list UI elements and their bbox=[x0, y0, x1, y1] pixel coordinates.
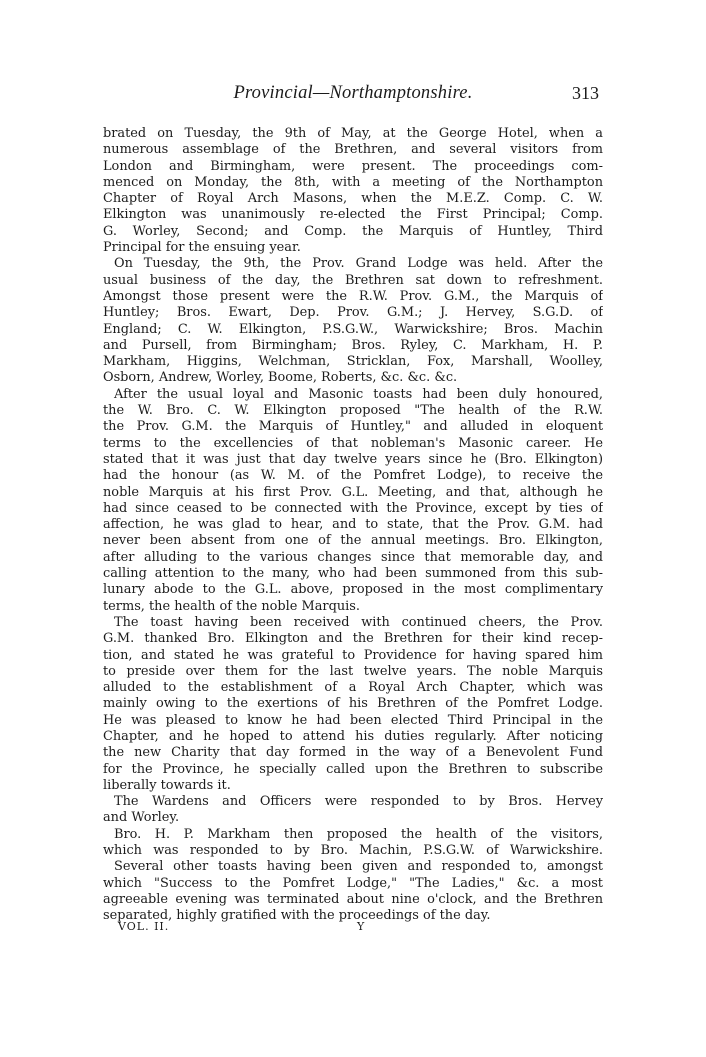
text-line: the W. Bro. C. W. Elkington proposed "The health of the R.W. bbox=[103, 403, 603, 419]
text-line: lunary abode to the G.L. above, proposed in the most complimentary bbox=[103, 582, 603, 598]
text-line: Markham, Higgins, Welchman, Stricklan, Fox, Marshall, Woolley, bbox=[103, 354, 603, 370]
text-line: After the usual loyal and Masonic toasts had been duly honoured, bbox=[114, 386, 603, 402]
text-line: G.M. thanked Bro. Elkington and the Brethren for their kind recep- bbox=[103, 631, 603, 647]
text-line: brated on Tuesday, the 9th of May, at the George Hotel, when a bbox=[103, 126, 603, 141]
text-line: had since ceased to be connected with the Province, except by ties of bbox=[103, 500, 603, 516]
text-line: for the Province, he specially called upon the Brethren to subscribe bbox=[103, 761, 603, 777]
text-line: Several other toasts having been given and responded to, amongst bbox=[114, 859, 603, 875]
volume-mark: VOL. II. bbox=[118, 920, 170, 933]
text-line: Chapter, and he hoped to attend his duties regularly. After noticing bbox=[103, 728, 603, 744]
text-line: Chapter of Royal Arch Masons, when the M.E.Z. Comp. C. W. bbox=[103, 191, 603, 207]
page-header bbox=[103, 83, 603, 109]
text-line: numerous assemblage of the Brethren, and several visitors from bbox=[103, 142, 603, 158]
page-footer bbox=[118, 920, 538, 938]
text-line: noble Marquis at his first Prov. G.L. Meeting, and that, although he bbox=[103, 484, 603, 500]
text-line: the new Charity that day formed in the way of a Benevolent Fund bbox=[103, 745, 603, 761]
text-line: which "Success to the Pomfret Lodge," "The Ladies," &c. a most bbox=[103, 875, 603, 891]
text-line: which was responded to by Bro. Machin, P.S.G.W. of Warwickshire. bbox=[103, 843, 603, 859]
text-line: and Pursell, from Birmingham; Bros. Ryley, C. Markham, H. P. bbox=[103, 337, 603, 353]
signature-mark: Y bbox=[357, 920, 365, 933]
text-line: terms to the excellencies of that nobleman's Masonic career. He bbox=[103, 435, 603, 451]
text-line: to preside over them for the last twelve years. The noble Marquis bbox=[103, 663, 603, 679]
text-line: after alluding to the various changes since that memorable day, and bbox=[103, 549, 603, 565]
text-line: G. Worley, Second; and Comp. the Marquis of Huntley, Third bbox=[103, 223, 603, 239]
text-line: usual business of the day, the Brethren sat down to refreshment. bbox=[103, 272, 603, 288]
text-line: the Prov. G.M. the Marquis of Huntley," and alluded in eloquent bbox=[103, 419, 603, 435]
text-line: affection, he was glad to hear, and to state, that the Prov. G.M. had bbox=[103, 517, 603, 533]
text-line: The Wardens and Officers were responded to by Bros. Hervey bbox=[114, 794, 603, 810]
page-number: 313 bbox=[572, 83, 599, 103]
text-line: mainly owing to the exertions of his Brethren of the Pomfret Lodge. bbox=[103, 696, 603, 712]
text-line: The toast having been received with continued cheers, the Prov. bbox=[114, 614, 603, 630]
text-line: Amongst those present were the R.W. Prov. G.M., the Marquis of bbox=[103, 288, 603, 304]
text-line: agreeable evening was terminated about nine o'clock, and the Brethren bbox=[103, 891, 603, 907]
text-line: London and Birmingham, were present. The proceedings com- bbox=[103, 158, 603, 174]
text-line: and Worley. bbox=[103, 810, 180, 826]
text-line: He was pleased to know he had been elected Third Principal in the bbox=[103, 712, 603, 728]
article-body bbox=[103, 126, 603, 925]
text-line: had the honour (as W. M. of the Pomfret Lodge), to receive the bbox=[103, 468, 603, 484]
text-line: never been absent from one of the annual meetings. Bro. Elkington, bbox=[103, 533, 603, 549]
running-title: Provincial—Northamptonshire. bbox=[233, 83, 473, 103]
text-line: terms, the health of the noble Marquis. bbox=[103, 598, 360, 614]
text-line: Osborn, Andrew, Worley, Boome, Roberts, &c. &c. &c. bbox=[103, 370, 458, 386]
text-line: Huntley; Bros. Ewart, Dep. Prov. G.M.; J. Hervey, S.G.D. of bbox=[103, 305, 603, 321]
text-line: On Tuesday, the 9th, the Prov. Grand Lodge was held. After the bbox=[114, 256, 603, 272]
text-line: stated that it was just that day twelve years since he (Bro. Elkington) bbox=[103, 451, 603, 467]
text-line: alluded to the establishment of a Royal Arch Chapter, which was bbox=[103, 680, 603, 696]
text-line: liberally towards it. bbox=[103, 777, 231, 793]
text-line: England; C. W. Elkington, P.S.G.W., Warwickshire; Bros. Machin bbox=[103, 321, 603, 337]
text-line: menced on Monday, the 8th, with a meeting of the Northampton bbox=[103, 174, 603, 190]
text-line: separated, highly gratified with the proceedings of the day. bbox=[103, 908, 491, 924]
text-line: Elkington was unanimously re-elected the First Principal; Comp. bbox=[103, 207, 603, 223]
text-line: Principal for the ensuing year. bbox=[103, 240, 301, 256]
text-line: calling attention to the many, who had been summoned from this sub- bbox=[103, 566, 603, 582]
text-line: tion, and stated he was grateful to Providence for having spared him bbox=[103, 647, 603, 663]
text-line: Bro. H. P. Markham then proposed the health of the visitors, bbox=[114, 826, 603, 842]
